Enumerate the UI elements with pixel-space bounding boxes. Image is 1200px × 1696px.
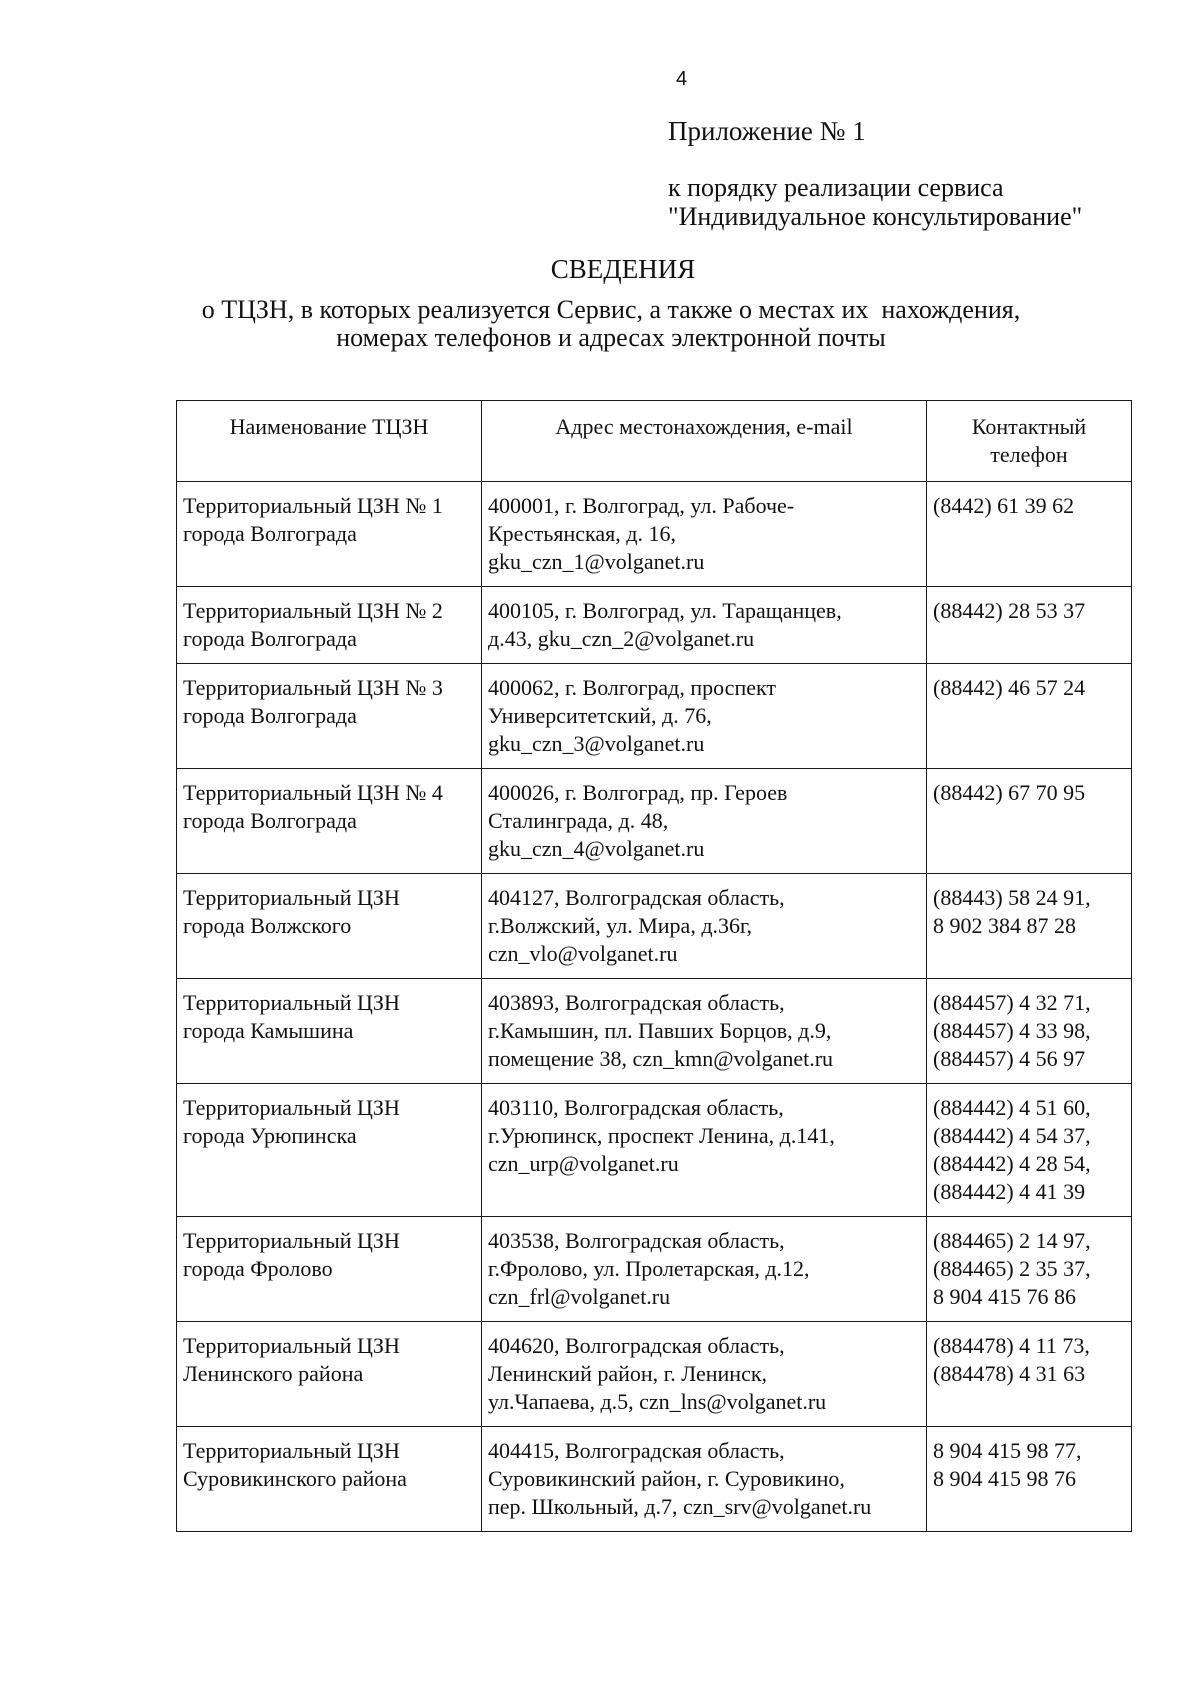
cell-phone-line: 8 902 384 87 28	[933, 913, 1076, 938]
cell-address-line: 400001, г. Волгоград, ул. Рабоче-	[488, 493, 795, 518]
cell-address-line: 400105, г. Волгоград, ул. Таращанцев,	[488, 598, 842, 623]
cell-phone-line: (8442) 61 39 62	[933, 493, 1075, 518]
cell-address	[482, 1084, 927, 1217]
cell-phone-line: 8 904 415 98 76	[933, 1466, 1076, 1491]
cell-name-line: Суровикинского района	[183, 1466, 407, 1491]
cell-phone-line: (884478) 4 31 63	[933, 1361, 1086, 1386]
table-row	[177, 587, 1132, 664]
cell-address-line: Университетский, д. 76,	[488, 703, 712, 728]
header-phone-line: Контактный	[971, 414, 1087, 439]
cell-phone-line: 8 904 415 76 86	[933, 1284, 1076, 1309]
cell-name-line: Территориальный ЦЗН	[183, 1228, 400, 1253]
document-subtitle-line: о ТЦЗН, в которых реализуется Сервис, а также о местах их нахождения,	[201, 295, 1021, 324]
table-row	[177, 874, 1132, 979]
cell-phone	[927, 1322, 1132, 1427]
cell-phone	[927, 664, 1132, 769]
cell-address-line: 400026, г. Волгоград, пр. Героев	[488, 780, 788, 805]
cell-name-line: Территориальный ЦЗН	[183, 885, 400, 910]
cell-phone-line: (88442) 28 53 37	[933, 598, 1086, 623]
cell-address-line: Ленинский район, г. Ленинск,	[488, 1361, 768, 1386]
cell-phone-line: (884457) 4 56 97	[933, 1046, 1086, 1071]
cell-phone-line: (884442) 4 51 60,	[933, 1095, 1091, 1120]
cell-address-line: г.Волжский, ул. Мира, д.36г,	[488, 913, 753, 938]
cell-address-line: czn_frl@volganet.ru	[488, 1284, 671, 1309]
cell-name	[177, 979, 482, 1084]
cell-phone-line: (884442) 4 28 54,	[933, 1151, 1091, 1176]
cell-address-line: czn_vlo@volganet.ru	[488, 941, 678, 966]
cell-address-line: 403893, Волгоградская область,	[488, 990, 785, 1015]
cell-address	[482, 482, 927, 587]
cell-phone-line: (884465) 2 35 37,	[933, 1256, 1091, 1281]
cell-phone-line: (88442) 67 70 95	[933, 780, 1086, 805]
cell-name	[177, 664, 482, 769]
cell-address-line: г.Камышин, пл. Павших Борцов, д.9,	[488, 1018, 832, 1043]
cell-phone	[927, 1217, 1132, 1322]
cell-address	[482, 979, 927, 1084]
cell-name-line: города Волгограда	[183, 521, 357, 546]
cell-phone	[927, 769, 1132, 874]
cell-phone	[927, 979, 1132, 1084]
cell-phone	[927, 874, 1132, 979]
cell-address-line: 403538, Волгоградская область,	[488, 1228, 785, 1253]
table-row	[177, 979, 1132, 1084]
cell-phone-line: (88443) 58 24 91,	[933, 885, 1091, 910]
cell-name-line: города Фролово	[183, 1256, 333, 1281]
cell-address-line: 404415, Волгоградская область,	[488, 1438, 785, 1463]
cell-phone-line: (884442) 4 54 37,	[933, 1123, 1091, 1148]
cell-address-line: 403110, Волгоградская область,	[488, 1095, 784, 1120]
cell-address	[482, 874, 927, 979]
cell-phone-line: (884478) 4 11 73,	[933, 1333, 1090, 1358]
cell-address-line: 404127, Волгоградская область,	[488, 885, 785, 910]
cell-address-line: г.Урюпинск, проспект Ленина, д.141,	[488, 1123, 835, 1148]
table-row	[177, 664, 1132, 769]
cell-name	[177, 1217, 482, 1322]
appendix-subtitle-line: к порядку реализации сервиса	[668, 173, 1004, 202]
cell-name-line: города Волгограда	[183, 626, 357, 651]
cell-address	[482, 1217, 927, 1322]
cell-address-line: czn_urp@volganet.ru	[488, 1151, 679, 1176]
cell-phone-line: (884465) 2 14 97,	[933, 1228, 1091, 1253]
cell-address	[482, 1427, 927, 1532]
cell-address	[482, 769, 927, 874]
cell-name-line: Территориальный ЦЗН	[183, 990, 400, 1015]
table-row	[177, 769, 1132, 874]
cell-address-line: gku_czn_1@volganet.ru	[488, 549, 705, 574]
cell-phone-line: (884442) 4 41 39	[933, 1179, 1086, 1204]
tczn-table	[176, 400, 1132, 1532]
cell-name-line: Ленинского района	[183, 1361, 364, 1386]
cell-address-line: помещение 38, czn_kmn@volganet.ru	[488, 1046, 834, 1071]
cell-address-line: Крестьянская, д. 16,	[488, 521, 676, 546]
cell-address-line: gku_czn_4@volganet.ru	[488, 836, 705, 861]
table-row	[177, 1084, 1132, 1217]
header-name: Наименование ТЦЗН	[177, 401, 482, 482]
cell-address-line: Суровикинский район, г. Суровикино,	[488, 1466, 845, 1491]
cell-address-line: ул.Чапаева, д.5, czn_lns@volganet.ru	[488, 1389, 827, 1414]
cell-name-line: города Урюпинска	[183, 1123, 357, 1148]
cell-name-line: города Волжского	[183, 913, 352, 938]
table-row	[177, 1322, 1132, 1427]
cell-name-line: города Волгограда	[183, 703, 357, 728]
cell-name	[177, 1084, 482, 1217]
document-subtitle-line: номерах телефонов и адресах электронной почты	[336, 323, 886, 352]
cell-name-line: Территориальный ЦЗН	[183, 1333, 400, 1358]
cell-name	[177, 1322, 482, 1427]
cell-address	[482, 587, 927, 664]
cell-phone-line: (884457) 4 32 71,	[933, 990, 1091, 1015]
cell-phone-line: (88442) 46 57 24	[933, 675, 1086, 700]
cell-name-line: Территориальный ЦЗН	[183, 1438, 400, 1463]
cell-address-line: Сталинграда, д. 48,	[488, 808, 669, 833]
cell-name-line: Территориальный ЦЗН № 1	[183, 493, 443, 518]
cell-phone	[927, 1427, 1132, 1532]
cell-name-line: Территориальный ЦЗН № 2	[183, 598, 443, 623]
cell-name-line: города Камышина	[183, 1018, 354, 1043]
cell-name	[177, 769, 482, 874]
table-row	[177, 482, 1132, 587]
cell-address-line: 404620, Волгоградская область,	[488, 1333, 785, 1358]
appendix-subtitle	[668, 173, 1082, 231]
cell-name-line: города Волгограда	[183, 808, 357, 833]
cell-name	[177, 587, 482, 664]
header-phone-line: телефон	[990, 442, 1068, 467]
table-row	[177, 1427, 1132, 1532]
cell-address	[482, 1322, 927, 1427]
cell-address	[482, 664, 927, 769]
table-header-row	[177, 401, 1132, 482]
appendix-title: Приложение № 1	[668, 116, 866, 146]
document-title: СВЕДЕНИЯ	[550, 254, 696, 284]
cell-name-line: Территориальный ЦЗН № 4	[183, 780, 443, 805]
cell-phone-line: (884457) 4 33 98,	[933, 1018, 1091, 1043]
cell-phone	[927, 482, 1132, 587]
cell-address-line: gku_czn_3@volganet.ru	[488, 731, 705, 756]
document-subtitle	[0, 296, 1200, 352]
cell-phone	[927, 587, 1132, 664]
cell-name	[177, 1427, 482, 1532]
table-row	[177, 1217, 1132, 1322]
cell-address-line: г.Фролово, ул. Пролетарская, д.12,	[488, 1256, 810, 1281]
cell-name-line: Территориальный ЦЗН	[183, 1095, 400, 1120]
cell-name-line: Территориальный ЦЗН № 3	[183, 675, 443, 700]
cell-address-line: пер. Школьный, д.7, czn_srv@volganet.ru	[488, 1494, 872, 1519]
header-address: Адрес местонахождения, e-mail	[482, 401, 927, 482]
header-phone	[927, 401, 1132, 482]
cell-name	[177, 874, 482, 979]
cell-name	[177, 482, 482, 587]
cell-phone-line: 8 904 415 98 77,	[933, 1438, 1082, 1463]
cell-phone	[927, 1084, 1132, 1217]
page-number: 4	[676, 68, 688, 90]
table-body	[177, 482, 1132, 1532]
appendix-subtitle-line: "Индивидуальное консультирование"	[668, 202, 1083, 231]
cell-address-line: 400062, г. Волгоград, проспект	[488, 675, 776, 700]
cell-address-line: д.43, gku_czn_2@volganet.ru	[488, 626, 755, 651]
